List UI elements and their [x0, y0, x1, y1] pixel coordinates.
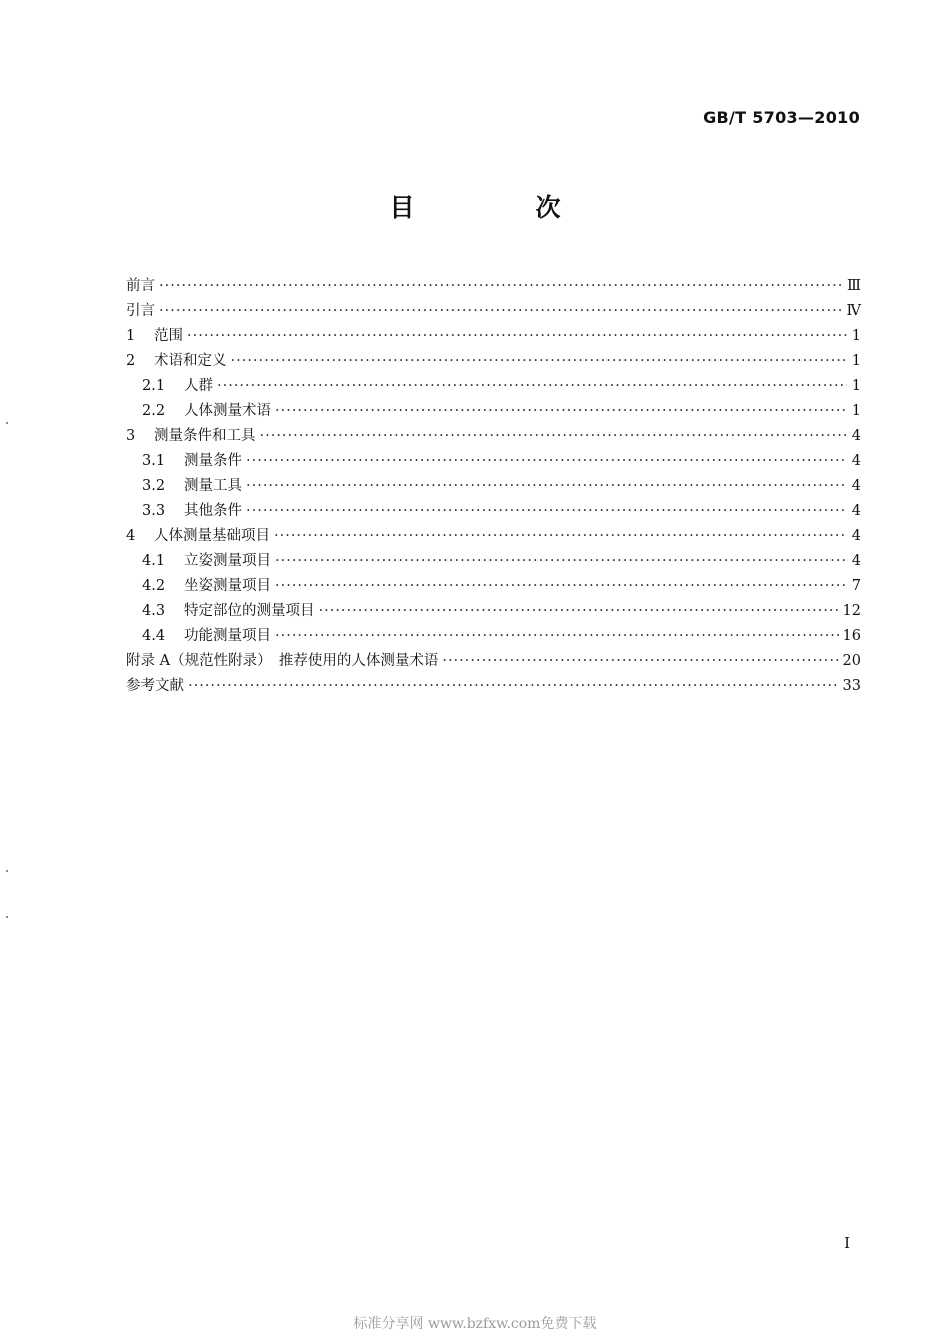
toc-entry-page: 4 [851, 478, 861, 494]
toc-entry-number: 3 [126, 428, 136, 444]
toc-entry-label: 附录 A（规范性附录） 推荐使用的人体测量术语 [126, 653, 439, 669]
toc-leader-dots [274, 524, 847, 549]
toc-leader-dots [231, 349, 848, 374]
toc-entry-page: Ⅳ [846, 303, 861, 319]
toc-leader-dots [246, 474, 847, 499]
toc-entry-number: 3.1 [142, 453, 166, 469]
toc-leader-dots [217, 374, 847, 399]
toc-entry-number: 4.1 [142, 553, 166, 569]
toc-entry-label: 人体测量术语 [184, 403, 271, 419]
toc-entry-page: 16 [842, 628, 861, 644]
toc-entry[interactable] [126, 474, 861, 499]
toc-leader-dots [246, 449, 847, 474]
toc-entry-number: 2.1 [142, 378, 166, 394]
toc-entry-label: 前言 [126, 278, 155, 294]
scan-speck [6, 870, 8, 872]
table-of-contents [126, 274, 861, 699]
toc-entry-number: 2.2 [142, 403, 166, 419]
toc-entry[interactable] [126, 424, 861, 449]
toc-entry-label: 引言 [126, 303, 155, 319]
toc-entry-number: 3.2 [142, 478, 166, 494]
toc-entry-label: 坐姿测量项目 [184, 578, 271, 594]
toc-entry[interactable] [126, 674, 861, 699]
toc-leader-dots [187, 324, 847, 349]
toc-leader-dots [275, 624, 839, 649]
toc-entry-number: 2 [126, 353, 136, 369]
toc-entry-page: 1 [851, 403, 861, 419]
toc-leader-dots [260, 424, 848, 449]
toc-entry[interactable] [126, 499, 861, 524]
toc-entry-page: 12 [842, 603, 861, 619]
toc-leader-dots [319, 599, 839, 624]
scan-speck [6, 422, 8, 424]
toc-entry[interactable] [126, 274, 861, 299]
toc-entry-number: 4 [126, 528, 136, 544]
toc-entry-page: 1 [851, 378, 861, 394]
toc-entry-number: 1 [126, 328, 136, 344]
toc-entry-label: 术语和定义 [154, 353, 227, 369]
toc-entry-label: 人群 [184, 378, 213, 394]
toc-entry-page: 1 [851, 328, 861, 344]
toc-entry-page: 7 [851, 578, 861, 594]
toc-entry-page: 33 [842, 678, 861, 694]
toc-leader-dots [159, 274, 843, 299]
toc-entry-label: 测量条件和工具 [154, 428, 256, 444]
toc-entry[interactable] [126, 524, 861, 549]
toc-entry-label: 特定部位的测量项目 [184, 603, 315, 619]
toc-entry-page: 4 [851, 428, 861, 444]
toc-entry-page: 4 [851, 503, 861, 519]
toc-entry-label: 测量条件 [184, 453, 242, 469]
toc-entry-label: 功能测量项目 [184, 628, 271, 644]
watermark: 标准分享网 www.bzfxw.com免费下载 [353, 1316, 597, 1332]
standard-code: GB/T 5703—2010 [703, 108, 860, 127]
toc-entry[interactable] [126, 299, 861, 324]
toc-entry[interactable] [126, 599, 861, 624]
toc-entry-label: 范围 [154, 328, 183, 344]
toc-entry-number: 3.3 [142, 503, 166, 519]
toc-entry-page: 4 [851, 528, 861, 544]
toc-entry-label: 参考文献 [126, 678, 184, 694]
toc-entry[interactable] [126, 549, 861, 574]
toc-entry-page: 4 [851, 453, 861, 469]
toc-entry[interactable] [126, 649, 861, 674]
toc-leader-dots [275, 399, 847, 424]
toc-entry-page: 20 [842, 653, 861, 669]
toc-leader-dots [442, 649, 838, 674]
toc-leader-dots [275, 549, 847, 574]
page-number: I [844, 1234, 850, 1252]
toc-entry-page: 4 [851, 553, 861, 569]
toc-leader-dots [159, 299, 843, 324]
toc-entry-number: 4.3 [142, 603, 166, 619]
toc-entry-label: 其他条件 [184, 503, 242, 519]
toc-entry[interactable] [126, 324, 861, 349]
toc-entry-label: 人体测量基础项目 [154, 528, 270, 544]
toc-leader-dots [275, 574, 847, 599]
toc-entry[interactable] [126, 374, 861, 399]
page-title: 目 次 [389, 193, 609, 222]
toc-entry-page: Ⅲ [847, 278, 861, 294]
toc-entry[interactable] [126, 624, 861, 649]
toc-entry[interactable] [126, 574, 861, 599]
toc-entry-number: 4.2 [142, 578, 166, 594]
toc-entry[interactable] [126, 399, 861, 424]
toc-entry-label: 立姿测量项目 [184, 553, 271, 569]
toc-entry-label: 测量工具 [184, 478, 242, 494]
toc-leader-dots [188, 674, 839, 699]
toc-entry[interactable] [126, 349, 861, 374]
toc-leader-dots [246, 499, 847, 524]
toc-entry[interactable] [126, 449, 861, 474]
scan-speck [6, 916, 8, 918]
toc-entry-number: 4.4 [142, 628, 166, 644]
toc-entry-page: 1 [851, 353, 861, 369]
